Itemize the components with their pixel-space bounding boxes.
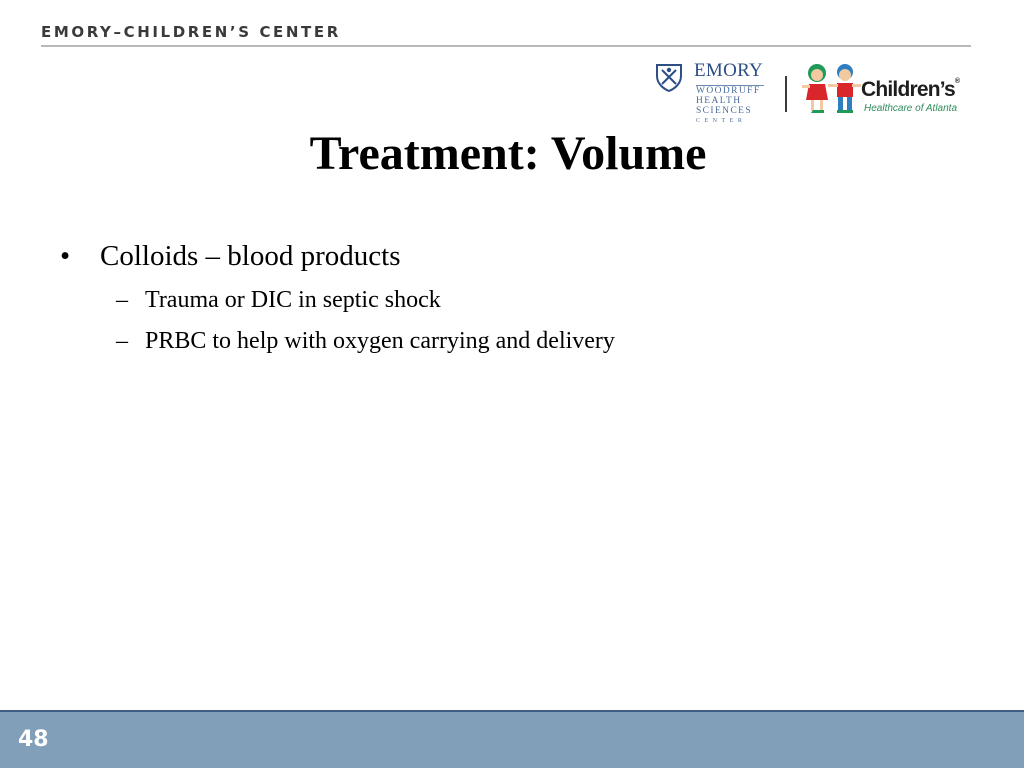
emory-subtitle-line: CENTER bbox=[696, 118, 747, 124]
emory-logo bbox=[654, 60, 768, 134]
sub-bullet-marker: – bbox=[116, 287, 128, 313]
childrens-healthcare-logo bbox=[800, 62, 972, 120]
slide-title: Treatment: Volume bbox=[309, 127, 707, 180]
footer-band bbox=[0, 710, 1024, 768]
logo-divider bbox=[785, 76, 787, 112]
bullet-marker: • bbox=[60, 240, 71, 272]
emory-subtitle-line: HEALTH bbox=[696, 96, 742, 106]
childrens-logo-name-text: Children’s bbox=[861, 78, 955, 101]
page-number: 48 bbox=[18, 727, 49, 752]
emory-logo-subtitle bbox=[696, 86, 766, 126]
emory-shield-icon bbox=[654, 62, 684, 92]
header-org-name: EMORY–CHILDREN’S CENTER bbox=[41, 23, 341, 41]
sub-bullet-text: PRBC to help with oxygen carrying and delivery bbox=[145, 328, 615, 354]
sub-bullet-marker: – bbox=[116, 328, 128, 354]
childrens-logo-name bbox=[861, 78, 960, 102]
registered-mark: ® bbox=[954, 78, 961, 85]
bullet-text: Colloids – blood products bbox=[100, 240, 401, 272]
sub-bullet-text: Trauma or DIC in septic shock bbox=[145, 287, 441, 313]
childrens-logo-subtitle: Healthcare of Atlanta bbox=[864, 103, 958, 114]
children-figures-icon bbox=[800, 62, 866, 114]
emory-subtitle-line: SCIENCES bbox=[696, 106, 753, 116]
emory-subtitle-line: WOODRUFF bbox=[696, 86, 761, 96]
header-divider bbox=[41, 45, 971, 47]
emory-logo-name: EMORY bbox=[694, 60, 764, 81]
